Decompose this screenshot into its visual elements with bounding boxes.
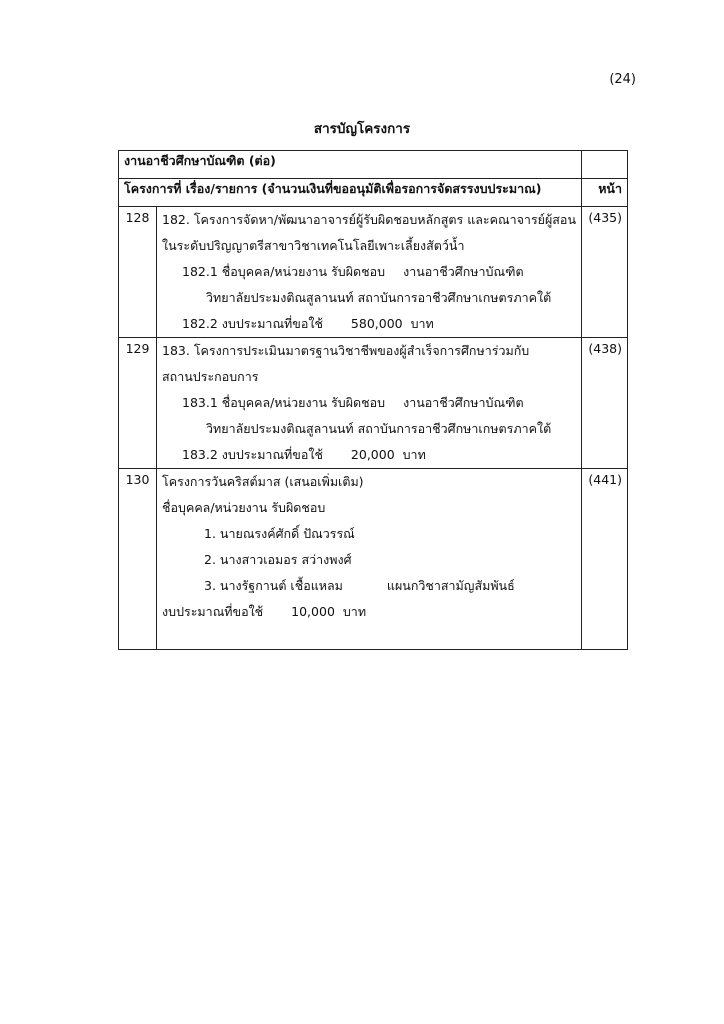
row-page: (438) [581, 338, 627, 469]
table-row [119, 469, 628, 650]
column-header-project: โครงการที่ เรื่อง/รายการ (จำนวนเงินที่ขออนุมัติเพื่อรอการจัดสรรงบประมาณ) [119, 179, 582, 207]
row-content [157, 469, 582, 650]
project-title-line: 183. โครงการประเมินมาตรฐานวิชาชีพของผู้สำเร็จการศึกษาร่วมกับ [162, 343, 530, 358]
row-page: (435) [581, 207, 627, 338]
responsible-person: 2. นางสาวเอมอร สว่างพงศ์ [204, 552, 352, 567]
budget-value: 20,000 [350, 447, 395, 462]
responsible-label: 182.1 ชื่อบุคคล/หน่วยงาน รับผิดชอบ [182, 264, 386, 279]
responsible-person: 1. นายณรงค์ศักดิ์ ปัณวรรณ์ [204, 526, 355, 541]
responsible-line [162, 390, 576, 416]
project-title-line: 182. โครงการจัดหา/พัฒนาอาจารย์ผู้รับผิดชอบหลักสูตร และคณาจารย์ผู้สอน [162, 212, 576, 227]
responsible-value: งานอาชีวศึกษาบัณฑิต [403, 395, 524, 410]
responsible-org: วิทยาลัยประมงติณสูลานนท์ สถาบันการอาชีวศึกษาเกษตรภาคใต้ [206, 290, 552, 305]
responsible-label: 183.1 ชื่อบุคคล/หน่วยงาน รับผิดชอบ [182, 395, 386, 410]
budget-currency: บาท [402, 447, 426, 462]
project-index-table [118, 150, 628, 650]
project-title-line: โครงการวันคริสต์มาส (เสนอเพิ่มเติม) [162, 474, 364, 489]
column-header-row [119, 179, 628, 207]
budget-value: 580,000 [350, 316, 403, 331]
responsible-person-line [162, 573, 576, 599]
page-number: (24) [609, 72, 636, 87]
project-title-line: สถานประกอบการ [162, 369, 259, 384]
budget-line [162, 442, 576, 468]
responsible-value: งานอาชีวศึกษาบัณฑิต [403, 264, 524, 279]
row-content [157, 338, 582, 469]
row-number: 128 [119, 207, 157, 338]
column-header-page: หน้า [581, 179, 627, 207]
responsible-person: 3. นางรัฐกานต์ เชื้อแหลม [204, 578, 343, 593]
project-title-line: ในระดับปริญญาตรีสาขาวิชาเทคโนโลยีเพาะเลี้ยงสัตว์น้ำ [162, 238, 465, 253]
responsible-line [162, 259, 576, 285]
row-number: 129 [119, 338, 157, 469]
row-page: (441) [581, 469, 627, 650]
budget-value: 10,000 [291, 604, 335, 619]
table-row [119, 207, 628, 338]
table-row [119, 338, 628, 469]
budget-line [162, 311, 576, 337]
budget-label: 182.2 งบประมาณที่ขอใช้ [182, 316, 323, 331]
budget-currency: บาท [410, 316, 434, 331]
budget-label: งบประมาณที่ขอใช้ [162, 604, 264, 619]
row-content [157, 207, 582, 338]
budget-label: 183.2 งบประมาณที่ขอใช้ [182, 447, 323, 462]
section-header: งานอาชีวศึกษาบัณฑิต (ต่อ) [119, 151, 582, 179]
section-header-row [119, 151, 628, 179]
document-title: สารบัญโครงการ [313, 121, 411, 137]
budget-currency: บาท [342, 604, 367, 619]
row-number: 130 [119, 469, 157, 650]
responsible-org: วิทยาลัยประมงติณสูลานนท์ สถาบันการอาชีวศึกษาเกษตรภาคใต้ [206, 421, 552, 436]
section-header-page-cell [581, 151, 627, 179]
budget-line [162, 599, 576, 625]
responsible-label: ชื่อบุคคล/หน่วยงาน รับผิดชอบ [162, 500, 326, 515]
responsible-department: แผนกวิชาสามัญสัมพันธ์ [386, 578, 515, 593]
